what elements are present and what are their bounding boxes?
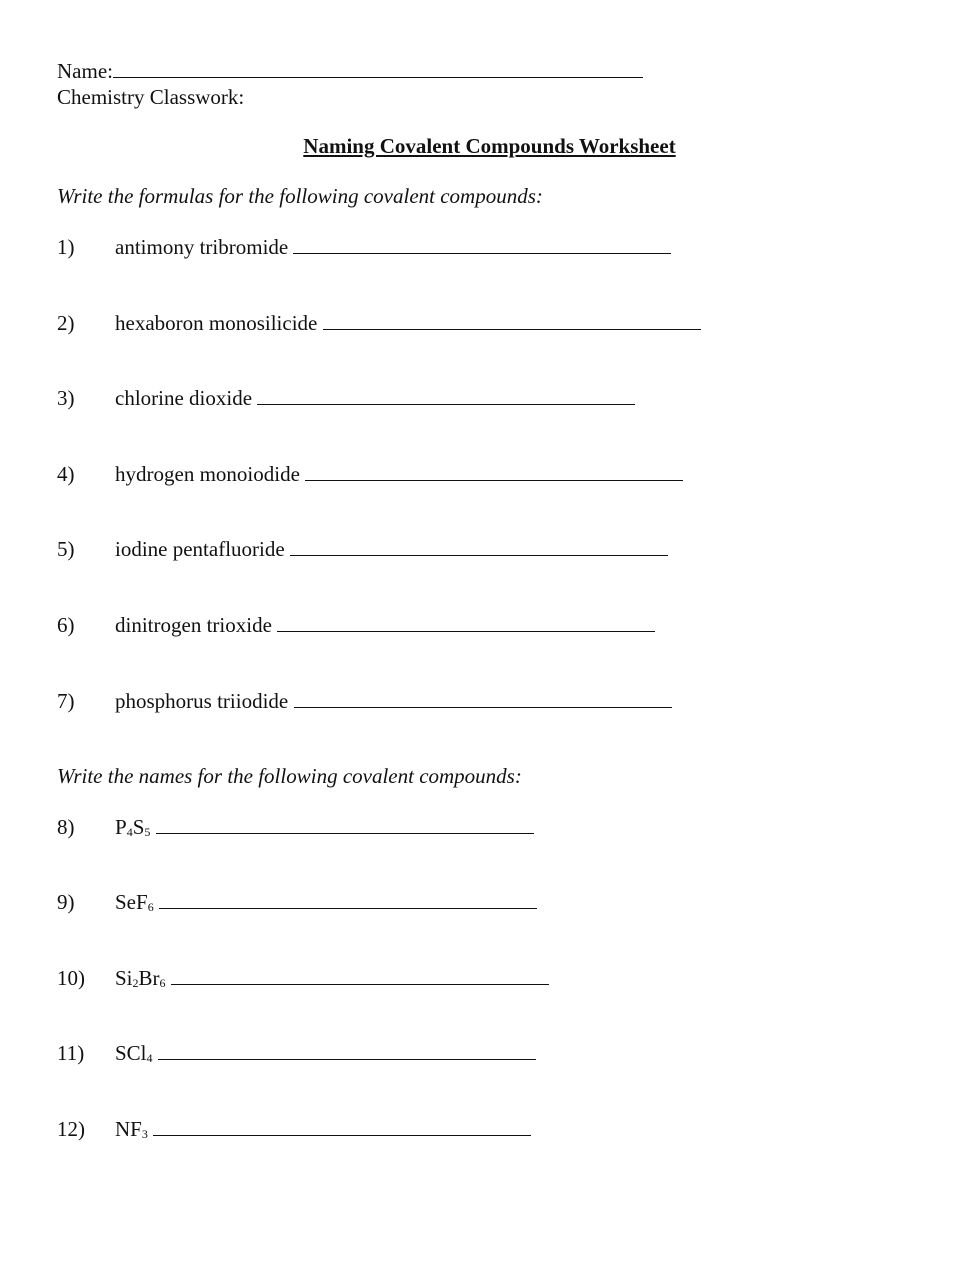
- question-formula: [115, 1117, 148, 1141]
- question-text: hydrogen monoiodide: [115, 462, 300, 486]
- question-formula: [115, 966, 166, 990]
- formula-part: SeF: [115, 890, 148, 914]
- answer-blank[interactable]: [257, 386, 635, 405]
- question-number: 2): [57, 311, 75, 335]
- question-2: [57, 311, 701, 336]
- formula-subscript: 6: [159, 976, 166, 990]
- question-text: antimony tribromide: [115, 235, 289, 259]
- formula-subscript: 4: [126, 825, 133, 839]
- question-number: 7): [57, 689, 75, 713]
- question-4: [57, 462, 683, 487]
- name-label: Name:: [57, 59, 113, 83]
- question-number: 1): [57, 235, 75, 259]
- name-line: [57, 59, 643, 84]
- question-number: 9): [57, 890, 75, 914]
- answer-blank[interactable]: [294, 689, 672, 708]
- question-formula: [115, 815, 150, 839]
- question-number: 3): [57, 386, 75, 410]
- answer-blank[interactable]: [159, 890, 537, 909]
- question-text: dinitrogen trioxide: [115, 613, 272, 637]
- question-7: [57, 689, 672, 714]
- question-5: [57, 537, 668, 562]
- question-6: [57, 613, 655, 638]
- question-formula: [115, 1041, 153, 1065]
- formula-part: NF: [115, 1117, 142, 1141]
- answer-blank[interactable]: [305, 462, 683, 481]
- question-number: 11): [57, 1041, 85, 1065]
- answer-blank[interactable]: [158, 1041, 536, 1060]
- question-text: chlorine dioxide: [115, 386, 253, 410]
- name-blank[interactable]: [113, 59, 643, 78]
- question-3: [57, 386, 635, 411]
- formula-part: Si: [115, 966, 133, 990]
- formula-part: P: [115, 815, 127, 839]
- question-number: 10): [57, 966, 85, 990]
- question-number: 12): [57, 1117, 85, 1141]
- formula-subscript: 5: [144, 825, 151, 839]
- answer-blank[interactable]: [277, 613, 655, 632]
- question-number: 5): [57, 537, 75, 561]
- question-text: phosphorus triiodide: [115, 689, 289, 713]
- answer-blank[interactable]: [290, 537, 668, 556]
- question-text: iodine pentafluoride: [115, 537, 285, 561]
- formula-subscript: 4: [146, 1051, 153, 1065]
- question-12: [57, 1117, 531, 1142]
- answer-blank[interactable]: [323, 311, 701, 330]
- question-8: [57, 815, 534, 840]
- question-text: hexaboron monosilicide: [115, 311, 318, 335]
- formula-part: Br: [138, 966, 160, 990]
- question-number: 4): [57, 462, 75, 486]
- question-formula: [115, 890, 154, 914]
- formula-part: SCl: [115, 1041, 147, 1065]
- answer-blank[interactable]: [153, 1117, 531, 1136]
- formula-subscript: 2: [132, 976, 139, 990]
- question-number: 6): [57, 613, 75, 637]
- section2-instruction: Write the names for the following covalent compounds:: [57, 764, 522, 788]
- question-1: [57, 235, 671, 260]
- question-number: 8): [57, 815, 75, 839]
- page-title: Naming Covalent Compounds Worksheet: [303, 134, 676, 158]
- formula-subscript: 3: [141, 1127, 148, 1141]
- question-10: [57, 966, 549, 991]
- answer-blank[interactable]: [171, 966, 549, 985]
- question-9: [57, 890, 537, 915]
- class-label: Chemistry Classwork:: [57, 85, 245, 109]
- question-11: [57, 1041, 536, 1066]
- section1-instruction: Write the formulas for the following covalent compounds:: [57, 184, 543, 208]
- formula-part: S: [132, 815, 145, 839]
- answer-blank[interactable]: [293, 235, 671, 254]
- formula-subscript: 6: [147, 900, 154, 914]
- answer-blank[interactable]: [156, 815, 534, 834]
